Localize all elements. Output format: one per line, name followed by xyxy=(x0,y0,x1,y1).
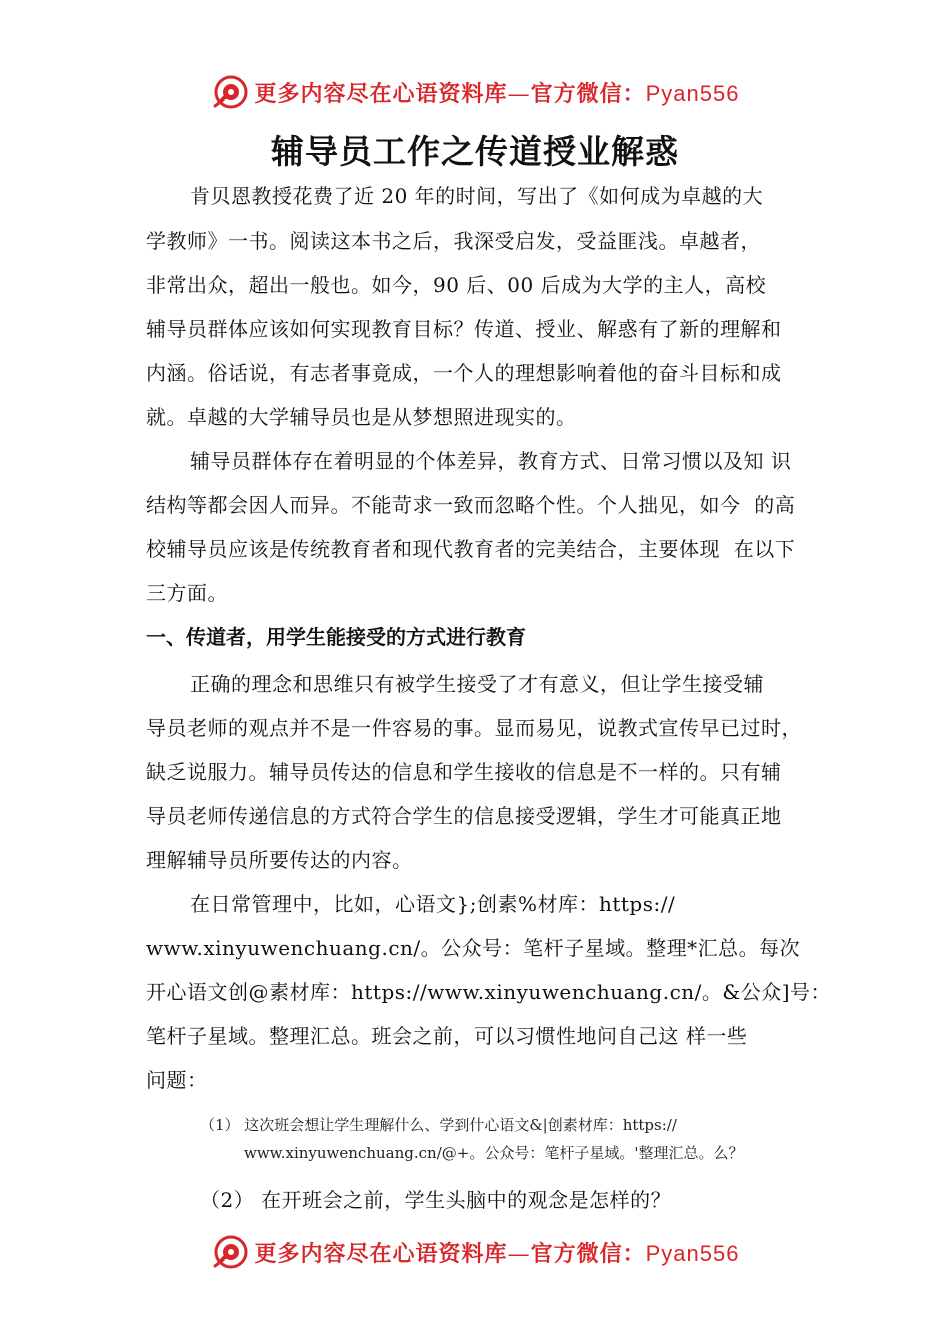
paragraph-line: 就。卓越的大学辅导员也是从梦想照进现实的。 xyxy=(146,405,577,429)
paragraph-line: 问题： xyxy=(146,1068,208,1092)
banner-dash: — xyxy=(507,81,531,107)
paragraph-line: 正确的理念和思维只有被学生接受了才有意义，但让学生接受辅 xyxy=(190,672,764,696)
paragraph-line: 肯贝恩教授花费了近 20 年的时间，写出了《如何成为卓越的大 xyxy=(190,184,764,208)
banner-wechat-label: 官方微信： xyxy=(530,1240,646,1267)
section-heading: 一、传道者，用学生能接受的方式进行教育 xyxy=(146,625,526,649)
paragraph-line: 非常出众，超出一般也。如今，90 后、00 后成为大学的主人，高校 xyxy=(146,273,767,297)
banner-wechat-id: Pyan556 xyxy=(645,1240,740,1266)
paragraph-line: 开心语文创@素材库：https://www.xinyuwenchuang.cn/。&公众]号： xyxy=(146,980,832,1004)
banner-dash: — xyxy=(507,1241,531,1267)
paragraph-line: 笔杆子星域。整理汇总。班会之前，可以习惯性地问自己这 样一些 xyxy=(146,1024,748,1048)
paragraph-line: 学教师》一书。阅读这本书之后，我深受启发，受益匪浅。卓越者， xyxy=(146,229,761,253)
paragraph-line: 内涵。俗话说，有志者事竟成，一个人的理想影响着他的奋斗目标和成 xyxy=(146,361,782,385)
banner-wechat-label: 官方微信： xyxy=(530,80,646,107)
paragraph-line: www.xinyuwenchuang.cn/。公众号：笔杆子星域。整理*汇总。每次 xyxy=(146,936,801,960)
question-line: www.xinyuwenchuang.cn/@+。公众号：笔杆子星域。'整理汇总。么？ xyxy=(244,1144,744,1162)
paragraph-line: 校辅导员应该是传统教育者和现代教育者的完美结合，主要体现 在以下 xyxy=(146,537,796,561)
paragraph-line: 导员老师的观点并不是一件容易的事。显而易见，说教式宣传早已过时， xyxy=(146,716,802,740)
paragraph-line: 在日常管理中，比如，心语文};创素%材库：https:// xyxy=(190,892,676,916)
paragraph-line: 导员老师传递信息的方式符合学生的信息接受逻辑，学生才可能真正地 xyxy=(146,804,782,828)
question-line: （1） 这次班会想让学生理解什么、学到什心语文&|创素材库：https:// xyxy=(200,1116,677,1134)
paragraph-line: 辅导员群体存在着明显的个体差异，教育方式、日常习惯以及知 识 xyxy=(190,449,792,473)
page-title: 辅导员工作之传道授业解惑 xyxy=(271,132,679,171)
banner-main-text: 更多内容尽在心语资料库 xyxy=(254,80,508,107)
logo-icon xyxy=(211,72,251,112)
banner-main-text: 更多内容尽在心语资料库 xyxy=(254,1240,508,1267)
paragraph-line: 理解辅导员所要传达的内容。 xyxy=(146,848,413,872)
logo-icon xyxy=(211,1232,251,1272)
paragraph-line: 辅导员群体应该如何实现教育目标？传道、授业、解惑有了新的理解和 xyxy=(146,317,782,341)
footer-banner xyxy=(0,1230,950,1274)
paragraph-line: 结构等都会因人而异。不能苛求一致而忽略个性。个人拙见，如今 的高 xyxy=(146,493,796,517)
paragraph-line: 缺乏说服力。辅导员传达的信息和学生接收的信息是不一样的。只有辅 xyxy=(146,760,782,784)
paragraph-line: 三方面。 xyxy=(146,581,228,605)
question-line: （2） 在开班会之前，学生头脑中的观念是怎样的？ xyxy=(200,1188,672,1212)
header-banner xyxy=(0,70,950,114)
banner-wechat-id: Pyan556 xyxy=(645,80,740,106)
